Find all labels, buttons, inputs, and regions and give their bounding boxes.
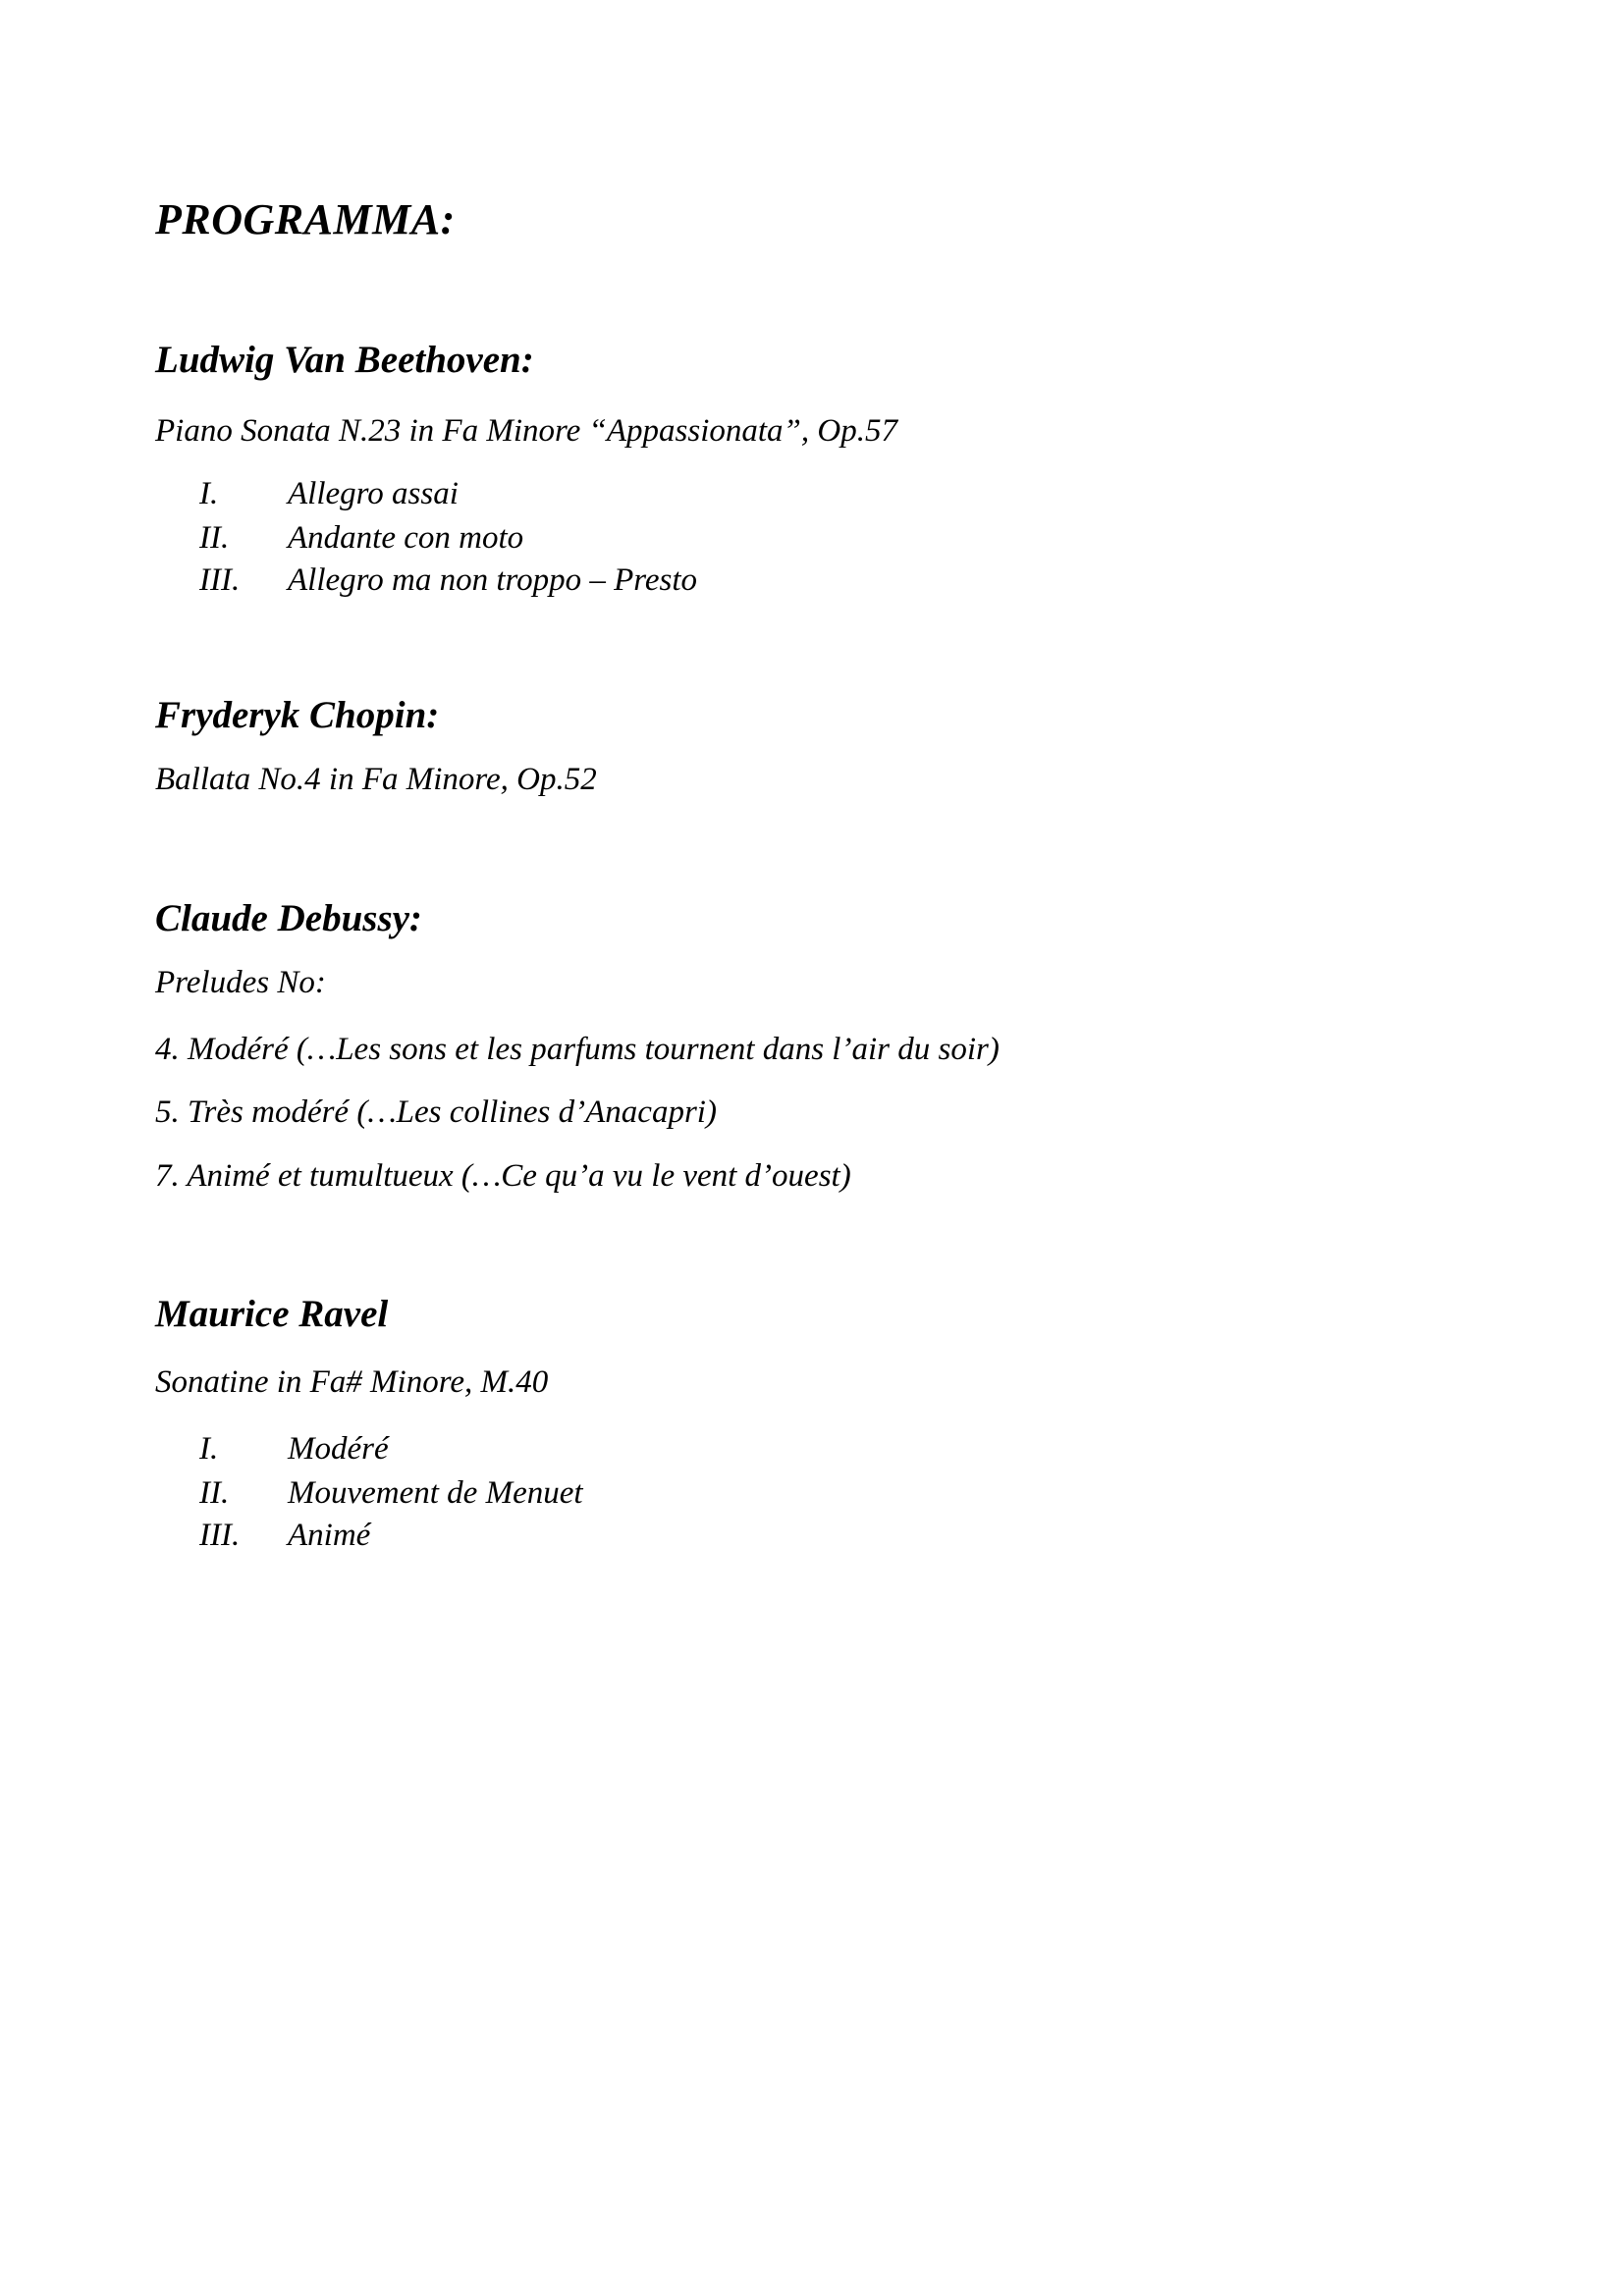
movement-name: Allegro assai bbox=[288, 476, 459, 511]
movement-name: Allegro ma non troppo – Presto bbox=[288, 562, 698, 598]
work-title-beethoven: Piano Sonata N.23 in Fa Minore “Appassionata”, Op.57 bbox=[155, 413, 897, 449]
movement-number: III. bbox=[199, 1518, 241, 1553]
movement-item bbox=[199, 562, 697, 600]
movement-number: I. bbox=[199, 1431, 219, 1467]
movement-number: I. bbox=[199, 476, 219, 511]
movement-name: Mouvement de Menuet bbox=[288, 1475, 583, 1511]
composer-heading-debussy: Claude Debussy: bbox=[155, 897, 422, 939]
composer-heading-beethoven: Ludwig Van Beethoven: bbox=[155, 339, 534, 381]
movement-name: Animé bbox=[288, 1518, 371, 1553]
prelude-item: 5. Très modéré (…Les collines d’Anacapri) bbox=[155, 1095, 717, 1130]
movement-item bbox=[199, 520, 523, 558]
movement-item bbox=[199, 1518, 370, 1555]
movement-number: II. bbox=[199, 520, 230, 556]
movement-name: Modéré bbox=[288, 1431, 389, 1467]
movement-number: II. bbox=[199, 1475, 230, 1511]
work-title-debussy: Preludes No: bbox=[155, 965, 326, 1000]
movement-item bbox=[199, 1475, 583, 1513]
page-title: PROGRAMMA: bbox=[155, 195, 456, 243]
composer-heading-chopin: Fryderyk Chopin: bbox=[155, 694, 440, 736]
composer-heading-ravel: Maurice Ravel bbox=[155, 1293, 389, 1335]
movement-item bbox=[199, 476, 459, 513]
movement-number: III. bbox=[199, 562, 241, 598]
prelude-item: 4. Modéré (…Les sons et les parfums tournent dans l’air du soir) bbox=[155, 1032, 1000, 1067]
prelude-item: 7. Animé et tumultueux (…Ce qu’a vu le vent d’ouest) bbox=[155, 1158, 851, 1194]
work-title-chopin: Ballata No.4 in Fa Minore, Op.52 bbox=[155, 762, 597, 797]
movement-name: Andante con moto bbox=[288, 520, 524, 556]
work-title-ravel: Sonatine in Fa# Minore, M.40 bbox=[155, 1364, 549, 1400]
movement-item bbox=[199, 1431, 389, 1468]
